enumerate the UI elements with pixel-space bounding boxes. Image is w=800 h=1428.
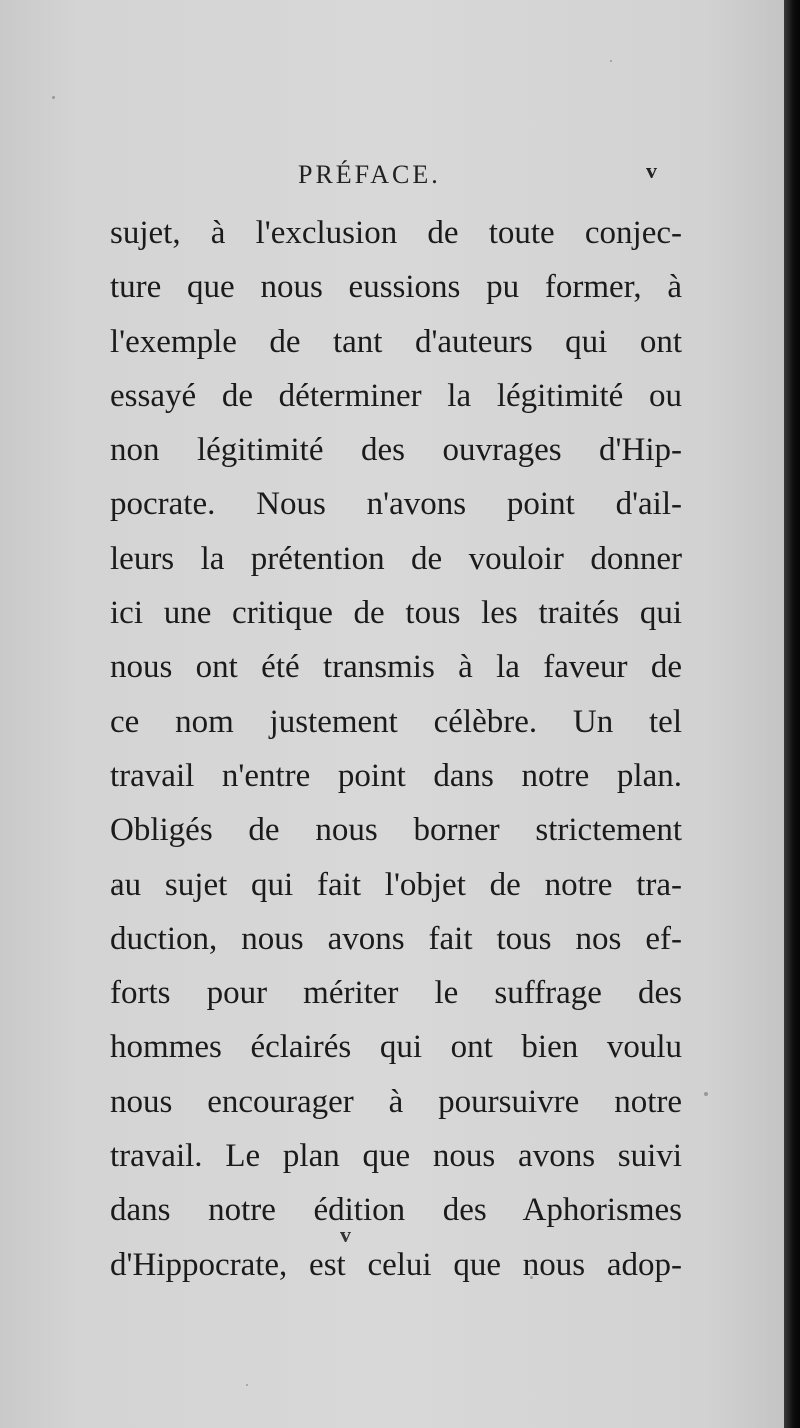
text-line: nous encourager à poursuivre notre [110, 1083, 682, 1120]
paper-speck [246, 1384, 248, 1386]
text-line: hommes éclairés qui ont bien voulu [110, 1029, 682, 1066]
text-line: ici une critique de tous les traités qui [110, 595, 682, 632]
text-line: pocrate. Nous n'avons point d'ail- [110, 486, 682, 523]
text-line: duction, nous avons fait tous nos ef- [110, 920, 682, 957]
text-line: non légitimité des ouvrages d'Hip- [110, 432, 682, 469]
text-line: ture que nous eussions pu former, à [110, 269, 682, 306]
page-header [0, 158, 784, 198]
text-line: nous ont été transmis à la faveur de [110, 649, 682, 686]
text-line: leurs la prétention de vouloir donner [110, 540, 682, 577]
paper-speck [52, 96, 55, 99]
paper-speck [610, 60, 612, 62]
text-line: essayé de déterminer la légitimité ou [110, 377, 682, 414]
text-line: Obligés de nous borner strictement [110, 812, 682, 849]
text-line: ce nom justement célèbre. Un tel [110, 703, 682, 740]
running-head: PRÉFACE. [298, 160, 441, 189]
signature-mark: v [340, 1222, 351, 1247]
text-line: travail n'entre point dans notre plan. [110, 757, 682, 794]
page-number: v [646, 158, 657, 183]
text-line: au sujet qui fait l'objet de notre tra- [110, 866, 682, 903]
text-line: forts pour mériter le suffrage des [110, 975, 682, 1012]
book-edge-shadow [784, 0, 800, 1428]
text-line: travail. Le plan que nous avons suivi [110, 1138, 682, 1175]
text-line: sujet, à l'exclusion de toute conjec- [110, 215, 682, 251]
body-text [110, 206, 682, 1292]
text-line: dans notre édition des Aphorismes [110, 1192, 682, 1229]
text-line: l'exemple de tant d'auteurs qui ont [110, 323, 682, 360]
text-line: d'Hippocrate, est celui que nous adop- [110, 1246, 682, 1283]
paper-speck [704, 1092, 708, 1096]
